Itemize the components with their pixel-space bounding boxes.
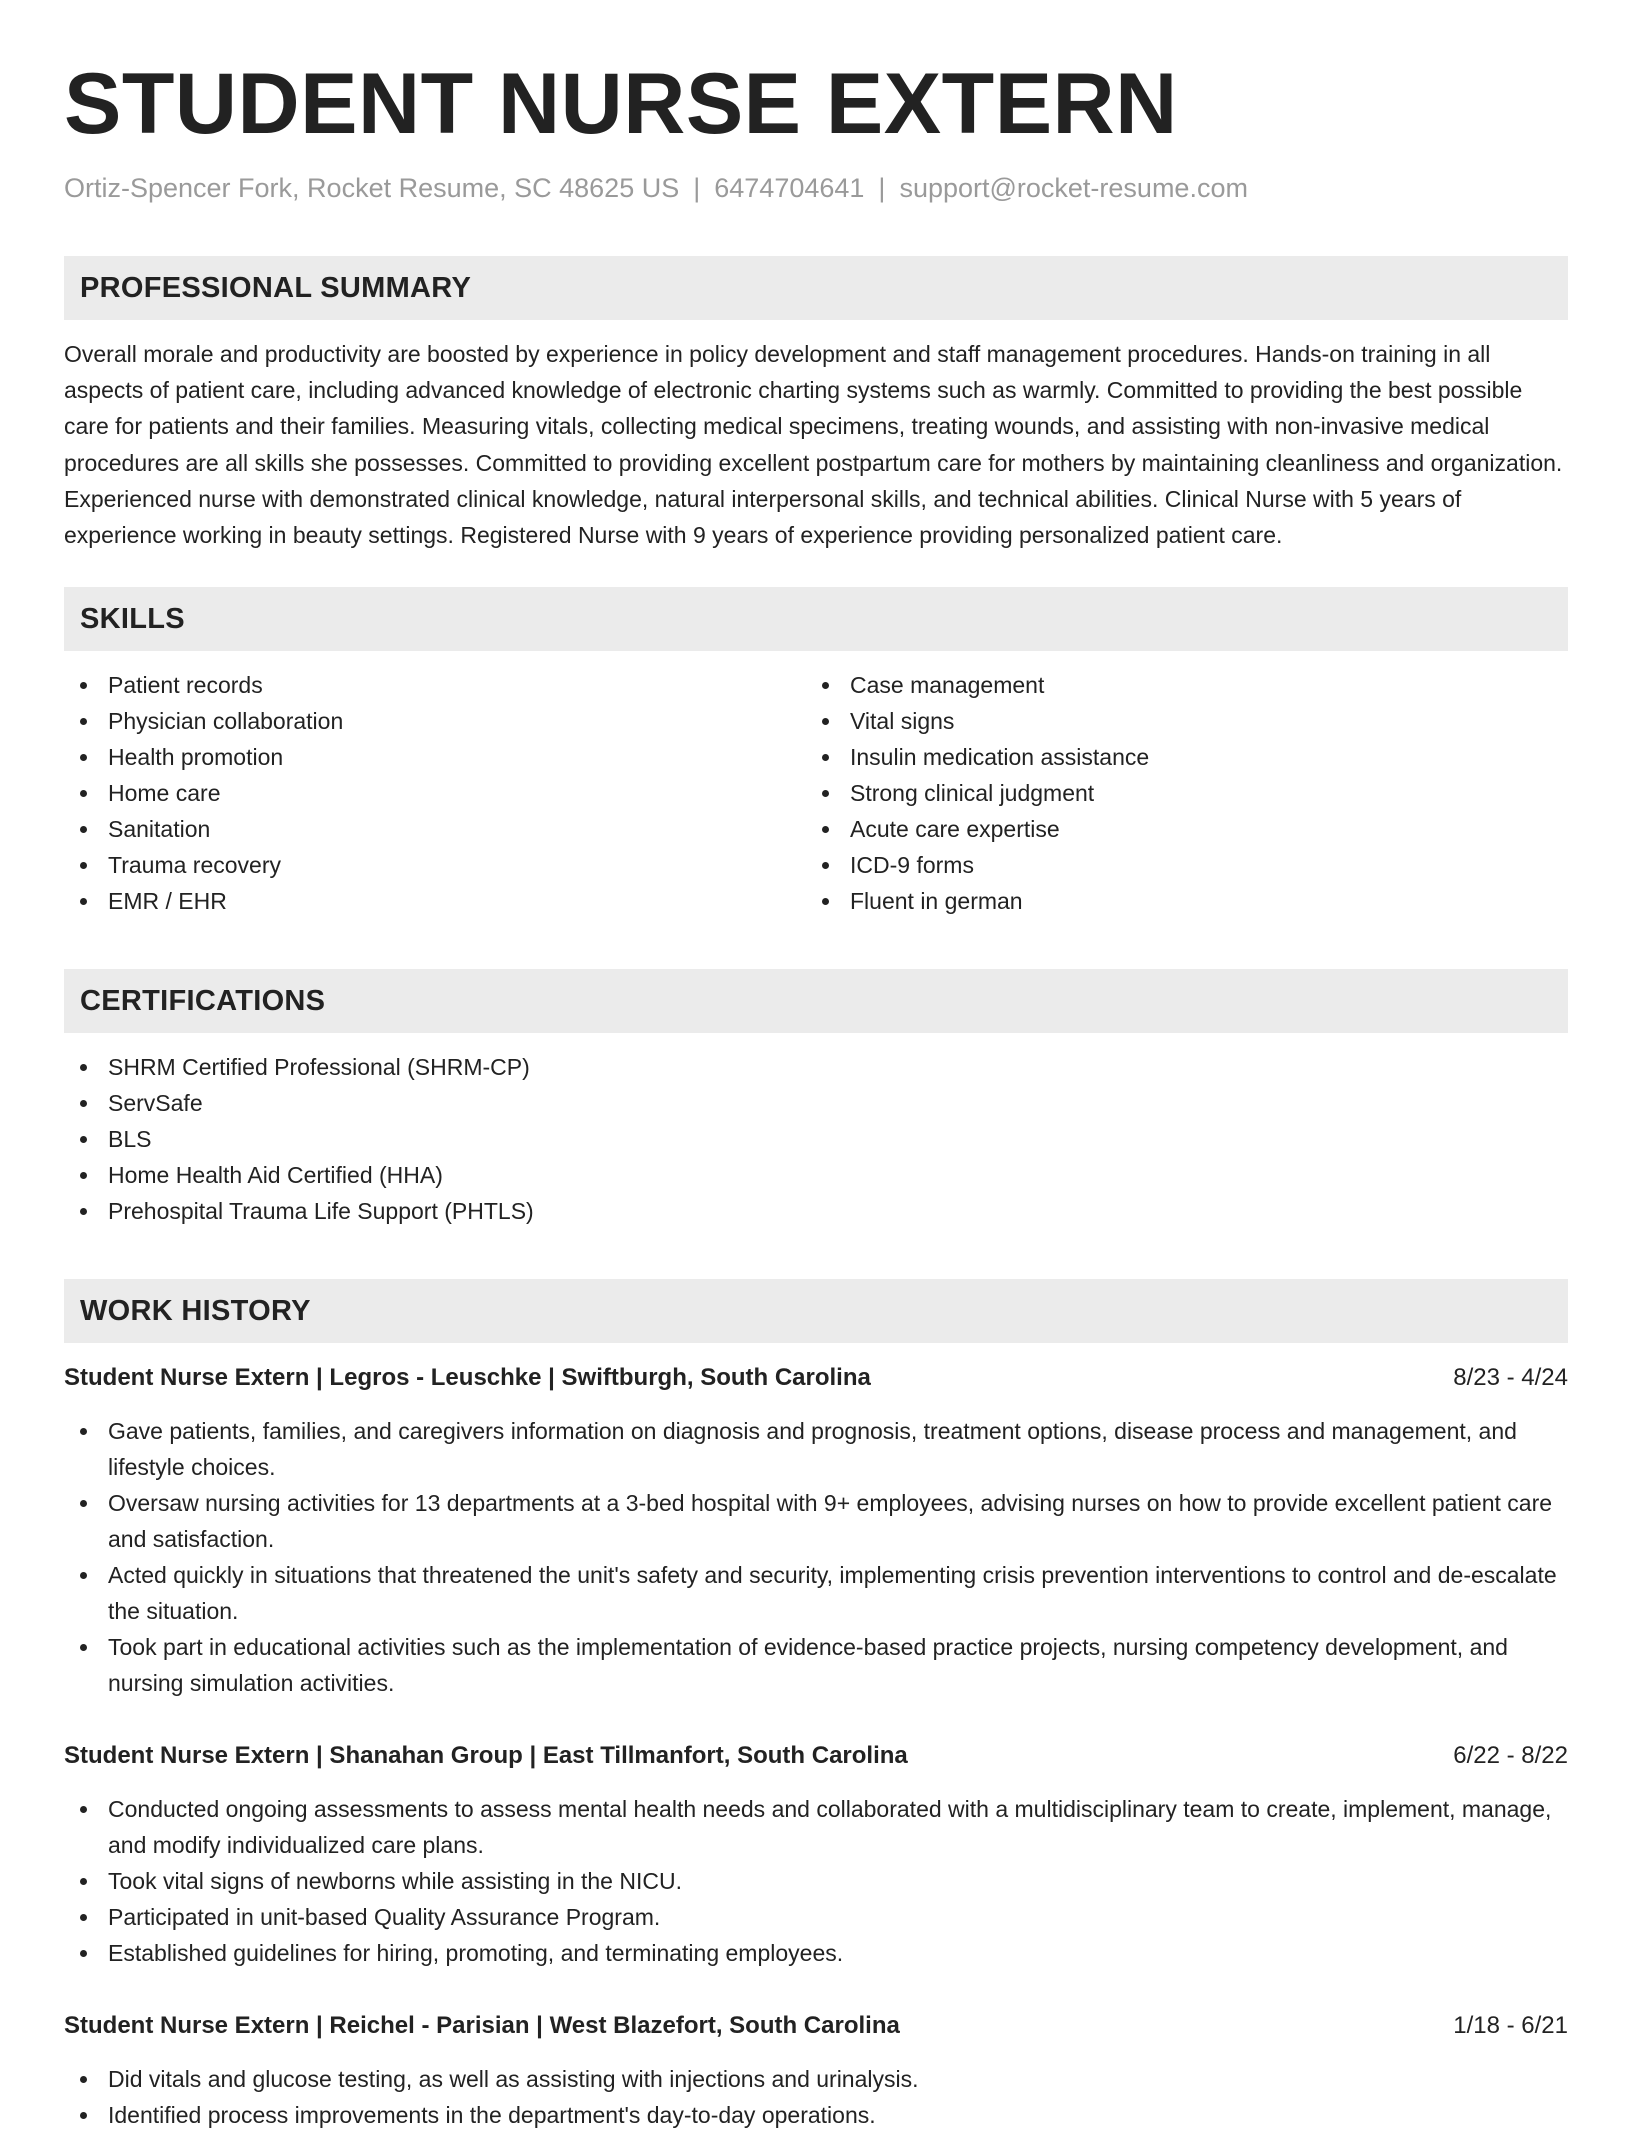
job-bullet: Conducted ongoing assessments to assess mental health needs and collaborated with a multidisciplinary team to create, implement, manage, and modify individualized care plans. xyxy=(64,1791,1568,1863)
job-dates: 1/18 - 6/21 xyxy=(1453,2012,1568,2040)
skills-column-right xyxy=(806,667,1548,919)
job-title: Student Nurse Extern | Legros - Leuschke | Swiftburgh, South Carolina xyxy=(64,1364,871,1392)
skill-item: Insulin medication assistance xyxy=(806,739,1548,775)
skill-item: Trauma recovery xyxy=(64,847,806,883)
certification-item: SHRM Certified Professional (SHRM-CP) xyxy=(64,1049,1568,1085)
job-bullets xyxy=(64,1413,1568,1701)
job-header xyxy=(64,2009,1568,2043)
certification-item: Home Health Aid Certified (HHA) xyxy=(64,1157,1568,1193)
job-bullets xyxy=(64,1791,1568,1971)
skill-item: Home care xyxy=(64,775,806,811)
summary-text: Overall morale and productivity are boosted by experience in policy development and staff management procedures. Hands-on training in all aspects of patient care, including advanced knowledge of electronic charting systems such as warmly. Committed to providing the best possible care for patients and their families. Measuring vitals, collecting medical specimens, treating wounds, and assisting with non-invasive medical procedures are all skills she possesses. Committed to providing excellent postpartum care for mothers by maintaining cleanliness and organization. Experienced nurse with demonstrated clinical knowledge, natural interpersonal skills, and technical abilities. Clinical Nurse with 5 years of experience working in beauty settings. Registered Nurse with 9 years of experience providing personalized patient care. xyxy=(64,341,1563,549)
job-bullet: Took vital signs of newborns while assisting in the NICU. xyxy=(64,1863,1568,1899)
job-bullet: Acted quickly in situations that threatened the unit's safety and security, implementing crisis prevention interventions to control and de-escalate the situation. xyxy=(64,1557,1568,1629)
job-bullet: Established guidelines for hiring, promoting, and terminating employees. xyxy=(64,1935,1568,1971)
skill-item: EMR / EHR xyxy=(64,883,806,919)
job-bullet: Identified process improvements in the department's day-to-day operations. xyxy=(64,2097,1568,2133)
job-dates: 8/23 - 4/24 xyxy=(1453,1364,1568,1392)
contact-phone: 6474704641 xyxy=(714,173,865,203)
job-bullet: Took part in educational activities such as the implementation of evidence-based practice projects, nursing competency development, and nursing simulation activities. xyxy=(64,1629,1568,1701)
contact-line xyxy=(64,170,1568,206)
summary-title: PROFESSIONAL SUMMARY xyxy=(80,271,472,304)
job-entry xyxy=(64,2009,1568,2133)
certification-item: ServSafe xyxy=(64,1085,1568,1121)
job-entry xyxy=(64,1739,1568,1971)
certification-item: BLS xyxy=(64,1121,1568,1157)
job-bullets xyxy=(64,2061,1568,2133)
skill-item: Physician collaboration xyxy=(64,703,806,739)
skill-item: Sanitation xyxy=(64,811,806,847)
skill-item: Patient records xyxy=(64,667,806,703)
skill-item: Case management xyxy=(806,667,1548,703)
skills-column-left xyxy=(64,667,806,919)
contact-separator: | xyxy=(693,173,701,203)
job-bullet: Gave patients, families, and caregivers information on diagnosis and prognosis, treatment options, disease process and management, and lifestyle choices. xyxy=(64,1413,1568,1485)
job-entry xyxy=(64,1361,1568,1701)
skills-section-header xyxy=(64,587,1568,651)
skill-item: Vital signs xyxy=(806,703,1548,739)
job-header xyxy=(64,1739,1568,1773)
job-bullet: Participated in unit-based Quality Assurance Program. xyxy=(64,1899,1568,1935)
certifications-title: CERTIFICATIONS xyxy=(80,984,326,1017)
certification-item: Prehospital Trauma Life Support (PHTLS) xyxy=(64,1193,1568,1229)
job-header xyxy=(64,1361,1568,1395)
job-bullet: Did vitals and glucose testing, as well as assisting with injections and urinalysis. xyxy=(64,2061,1568,2097)
skill-item: ICD-9 forms xyxy=(806,847,1548,883)
certifications-section-header xyxy=(64,969,1568,1033)
skills-title: SKILLS xyxy=(80,602,185,635)
job-dates: 6/22 - 8/22 xyxy=(1453,1742,1568,1770)
job-title: Student Nurse Extern | Shanahan Group | East Tillmanfort, South Carolina xyxy=(64,1742,908,1770)
certifications-list xyxy=(64,1049,1568,1229)
resume-page xyxy=(64,0,1568,2133)
summary-section-header xyxy=(64,256,1568,320)
work-history-list xyxy=(64,1361,1568,2133)
work-section-header xyxy=(64,1279,1568,1343)
job-bullet: Oversaw nursing activities for 13 departments at a 3-bed hospital with 9+ employees, advising nurses on how to provide excellent patient care and satisfaction. xyxy=(64,1485,1568,1557)
skill-item: Strong clinical judgment xyxy=(806,775,1548,811)
job-title: Student Nurse Extern | Reichel - Parisian | West Blazefort, South Carolina xyxy=(64,2012,900,2040)
contact-separator: | xyxy=(878,173,886,203)
skill-item: Acute care expertise xyxy=(806,811,1548,847)
contact-email: support@rocket-resume.com xyxy=(899,173,1248,203)
skill-item: Health promotion xyxy=(64,739,806,775)
skill-item: Fluent in german xyxy=(806,883,1548,919)
candidate-name: STUDENT NURSE EXTERN xyxy=(64,56,1178,152)
work-title: WORK HISTORY xyxy=(80,1294,311,1327)
skills-list xyxy=(64,667,1568,919)
contact-address: Ortiz-Spencer Fork, Rocket Resume, SC 48625 US xyxy=(64,173,680,203)
